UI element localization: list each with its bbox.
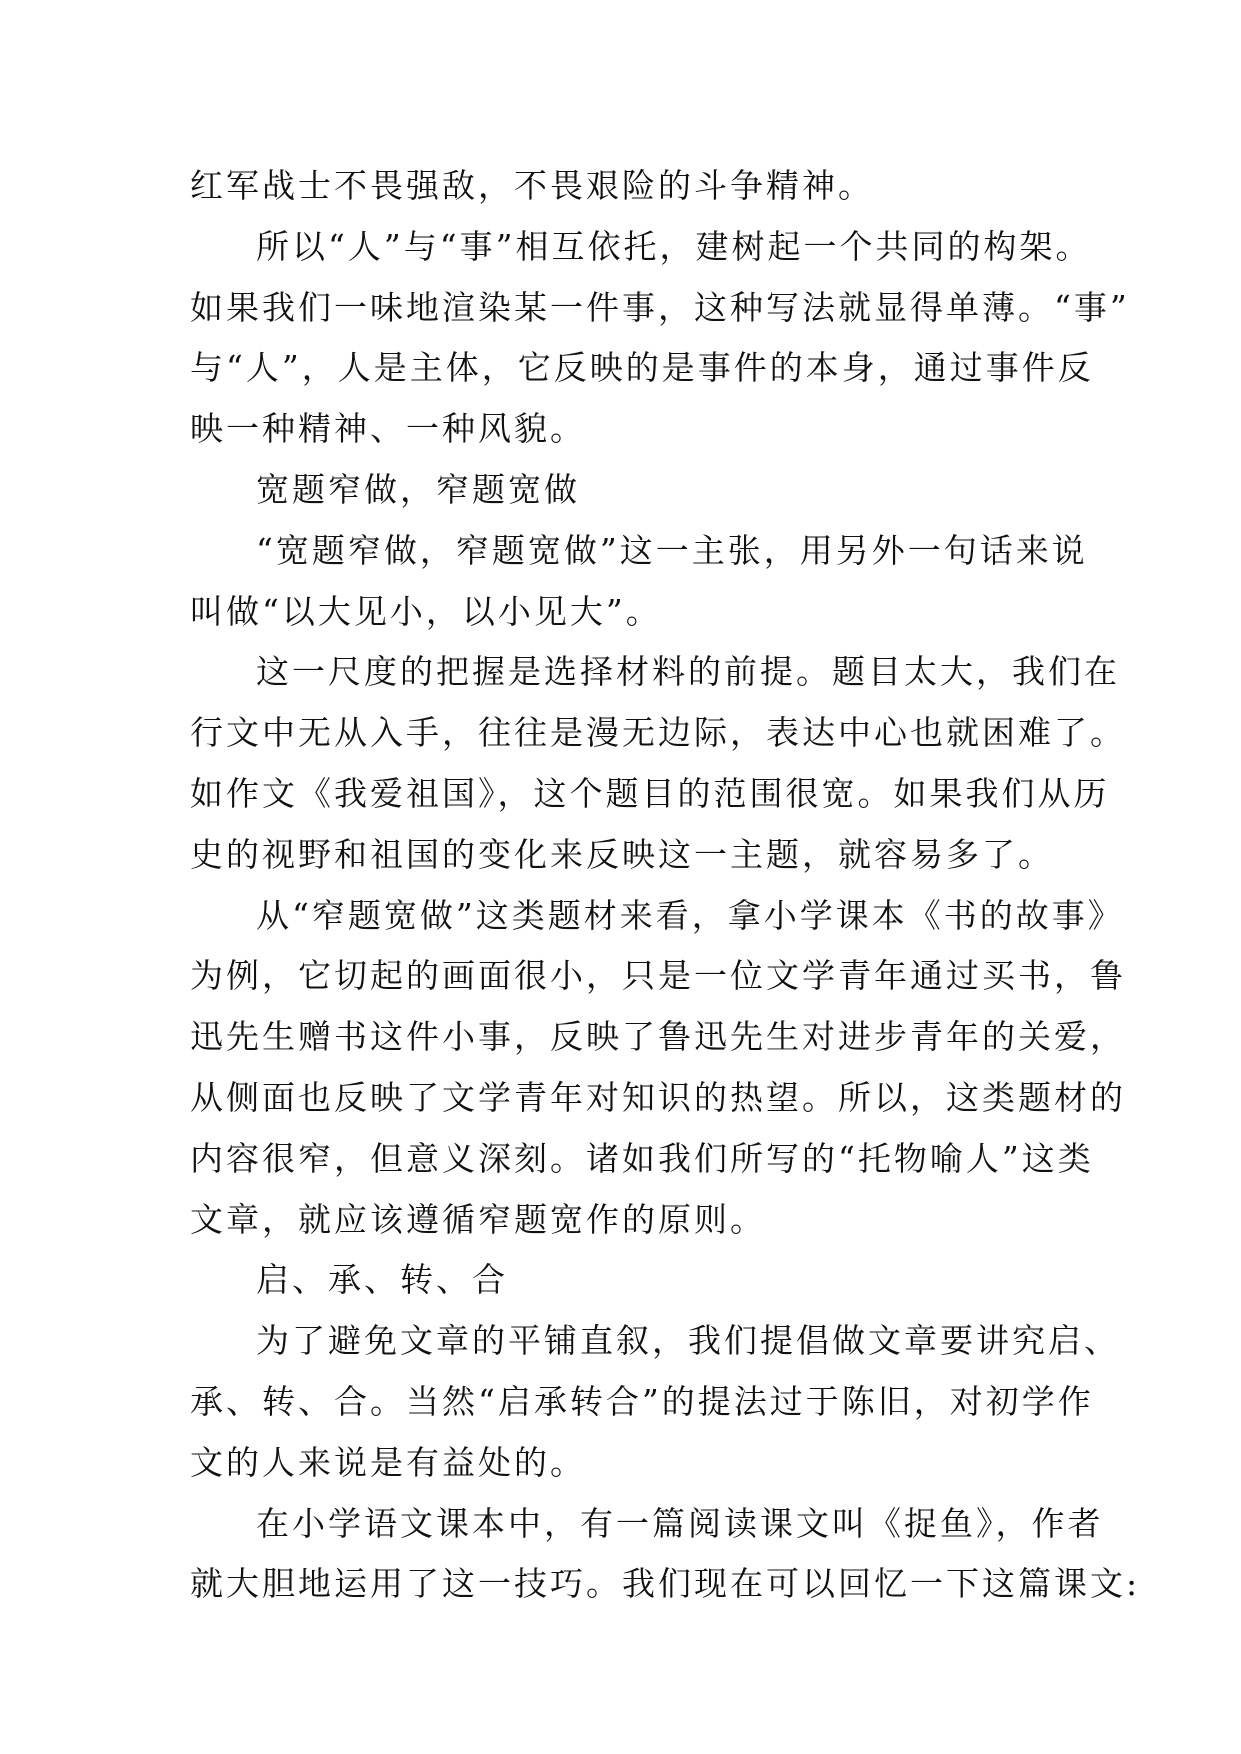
text-line: 史的视野和祖国的变化来反映这一主题，就容易多了。 — [190, 834, 1054, 874]
text-line: 叫做“以大见小，以小见大”。 — [190, 591, 662, 631]
text-line: 所以“人”与“事”相互依托，建树起一个共同的构架。 — [256, 226, 1092, 266]
text-line: 从侧面也反映了文学青年对知识的热望。所以，这类题材的 — [190, 1077, 1126, 1117]
text-line: 为了避免文章的平铺直叙，我们提倡做文章要讲究启、 — [256, 1321, 1120, 1361]
text-line: 内容很窄，但意义深刻。诸如我们所写的“托物喻人”这类 — [190, 1138, 1094, 1178]
text-line: 文的人来说是有益处的。 — [190, 1442, 586, 1482]
text-line: 这一尺度的把握是选择材料的前提。题目太大，我们在 — [256, 652, 1120, 692]
text-line: 红军战士不畏强敌，不畏艰险的斗争精神。 — [190, 166, 874, 205]
text-line: 文章，就应该遵循窄题宽作的原则。 — [190, 1199, 766, 1239]
text-line: 在小学语文课本中，有一篇阅读课文叫《捉鱼》，作者 — [256, 1503, 1104, 1543]
text-line: 与“人”，人是主体，它反映的是事件的本身，通过事件反 — [190, 348, 1094, 388]
text-line: 迅先生赠书这件小事，反映了鲁迅先生对进步青年的关爱， — [190, 1017, 1126, 1057]
text-line: 就大胆地运用了这一技巧。我们现在可以回忆一下这篇课文: — [190, 1564, 1141, 1604]
text-line: 从“窄题宽做”这类题材来看，拿小学课本《书的故事》 — [256, 895, 1124, 935]
section-heading: 启、承、转、合 — [256, 1260, 508, 1300]
body-text — [190, 156, 1141, 1615]
text-line: “宽题窄做，窄题宽做”这一主张，用另外一句话来说 — [256, 530, 1088, 570]
section-heading: 宽题窄做，窄题宽做 — [256, 469, 580, 509]
text-line: 为例，它切起的画面很小，只是一位文学青年通过买书，鲁 — [190, 956, 1126, 996]
text-line: 映一种精神、一种风貌。 — [190, 409, 586, 449]
text-line: 行文中无从入手，往往是漫无边际，表达中心也就困难了。 — [190, 713, 1126, 753]
text-line: 如作文《我爱祖国》，这个题目的范围很宽。如果我们从历 — [190, 773, 1110, 813]
text-line: 如果我们一味地渲染某一件事，这种写法就显得单薄。“事” — [190, 287, 1130, 327]
text-line: 承、转、合。当然“启承转合”的提法过于陈旧，对初学作 — [190, 1381, 1094, 1421]
